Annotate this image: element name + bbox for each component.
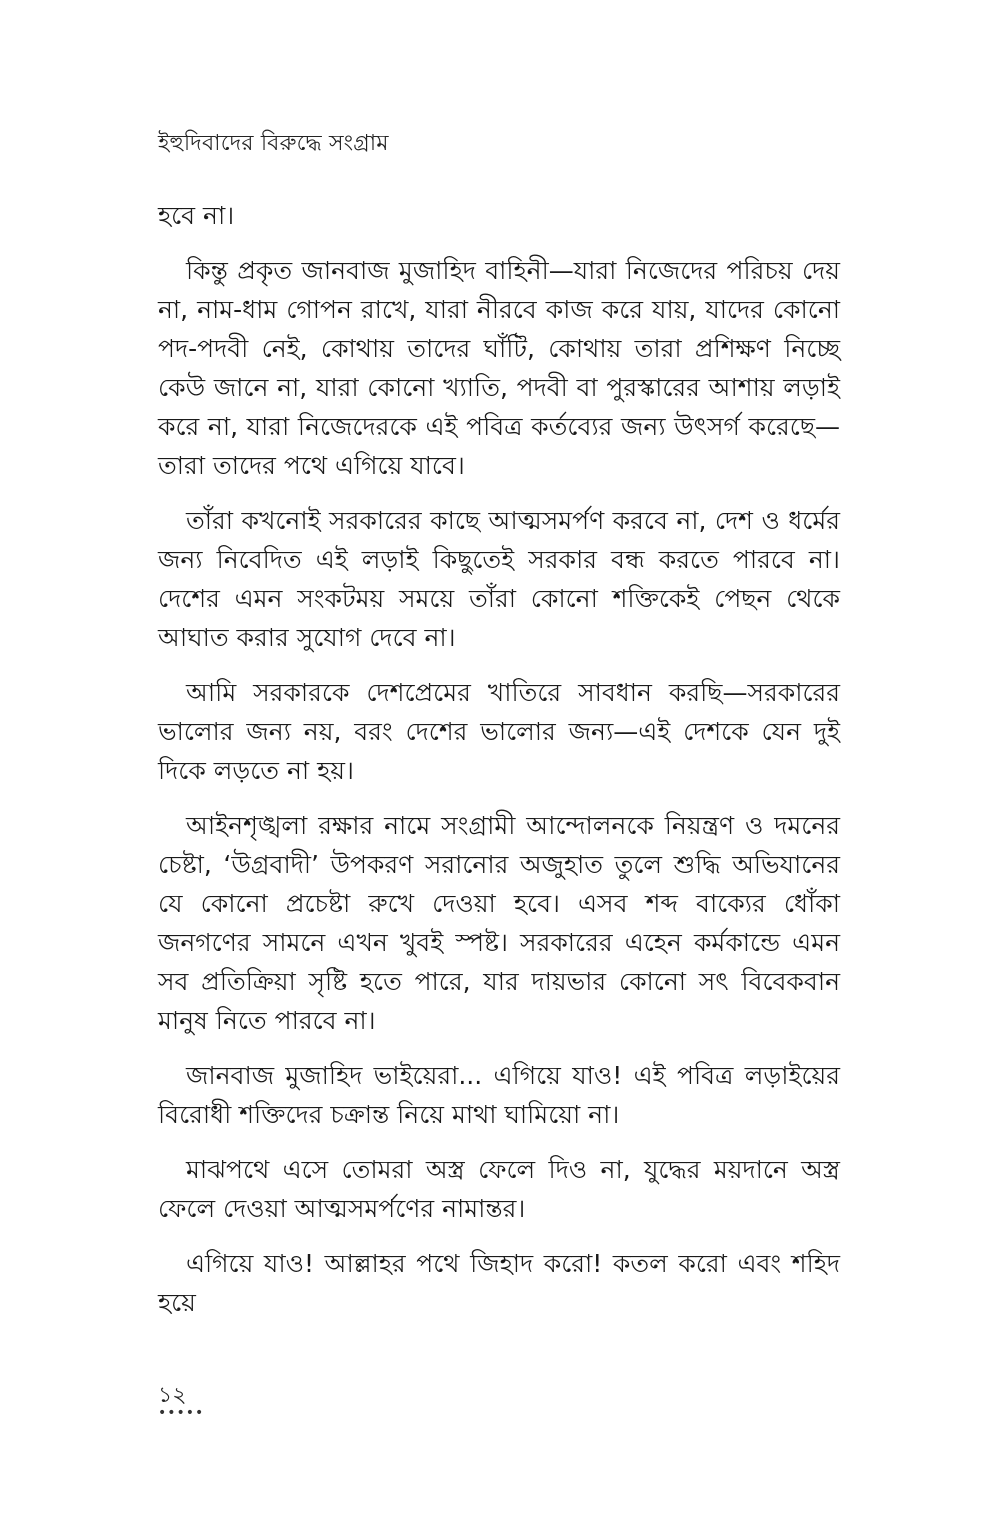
page-footer: [158, 1383, 205, 1421]
body-text: [158, 196, 840, 1338]
paragraph: আমি সরকারকে দেশপ্রেমের খাতিরে সাবধান করছি—সরকারের ভালোর জন্য নয়, বরং দেশের ভালোর জন্য—এই দেশকে যেন দুই দিকে লড়তে না হয়।: [158, 678, 840, 785]
paragraph: এগিয়ে যাও! আল্লাহর পথে জিহাদ করো! কতল করো এবং শহিদ হয়ে: [158, 1249, 840, 1317]
page-number: ১২: [158, 1383, 187, 1408]
paragraph: তাঁরা কখনোই সরকারের কাছে আত্মসমর্পণ করবে না, দেশ ও ধর্মের জন্য নিবেদিত এই লড়াই কিছুতেই সরকার বন্ধ করতে পারবে না। দেশের এমন সংকটময় সময়ে তাঁরা কোনো শক্তিকেই পেছন থেকে আঘাত করার সুযোগ দেবে না।: [158, 506, 840, 652]
paragraph-continuation: হবে না।: [158, 201, 235, 230]
paragraph: আইনশৃঙ্খলা রক্ষার নামে সংগ্রামী আন্দোলনকে নিয়ন্ত্রণ ও দমনের চেষ্টা, ‘উগ্রবাদী’ উপকরণ সরানোর অজুহাত তুলে শুদ্ধি অভিযানের যে কোনো প্রচেষ্টা রুখে দেওয়া হবে। এসব শব্দ বাক্যের ধোঁকা জনগণের সামনে এখন খুবই স্পষ্ট। সরকারের এহেন কর্মকান্ডে এমন সব প্রতিক্রিয়া সৃষ্টি হতে পারে, যার দায়ভার কোনো সৎ বিবেকবান মানুষ নিতে পারবে না।: [158, 811, 840, 1035]
paragraph: জানবাজ মুজাহিদ ভাইয়েরা... এগিয়ে যাও! এই পবিত্র লড়াইয়ের বিরোধী শক্তিদের চক্রান্ত নিয়ে মাথা ঘামিয়ো না।: [158, 1061, 840, 1129]
running-header-title: ইহুদিবাদের বিরুদ্ধে সংগ্রাম: [158, 131, 389, 156]
paragraph: মাঝপথে এসে তোমরা অস্ত্র ফেলে দিও না, যুদ্ধের ময়দানে অস্ত্র ফেলে দেওয়া আত্মসমর্পণের নামান্তর।: [158, 1155, 840, 1223]
footer-dots-ornament: •••••: [158, 1405, 205, 1421]
paragraph: কিন্তু প্রকৃত জানবাজ মুজাহিদ বাহিনী—যারা নিজেদের পরিচয় দেয় না, নাম-ধাম গোপন রাখে, যারা নীরবে কাজ করে যায়, যাদের কোনো পদ-পদবী নেই, কোথায় তাদের ঘাঁটি, কোথায় তারা প্রশিক্ষণ নিচ্ছে কেউ জানে না, যারা কোনো খ্যাতি, পদবী বা পুরস্কারের আশায় লড়াই করে না, যারা নিজেদেরকে এই পবিত্র কর্তব্যের জন্য উৎসর্গ করেছে—তারা তাদের পথে এগিয়ে যাবে।: [158, 256, 840, 480]
